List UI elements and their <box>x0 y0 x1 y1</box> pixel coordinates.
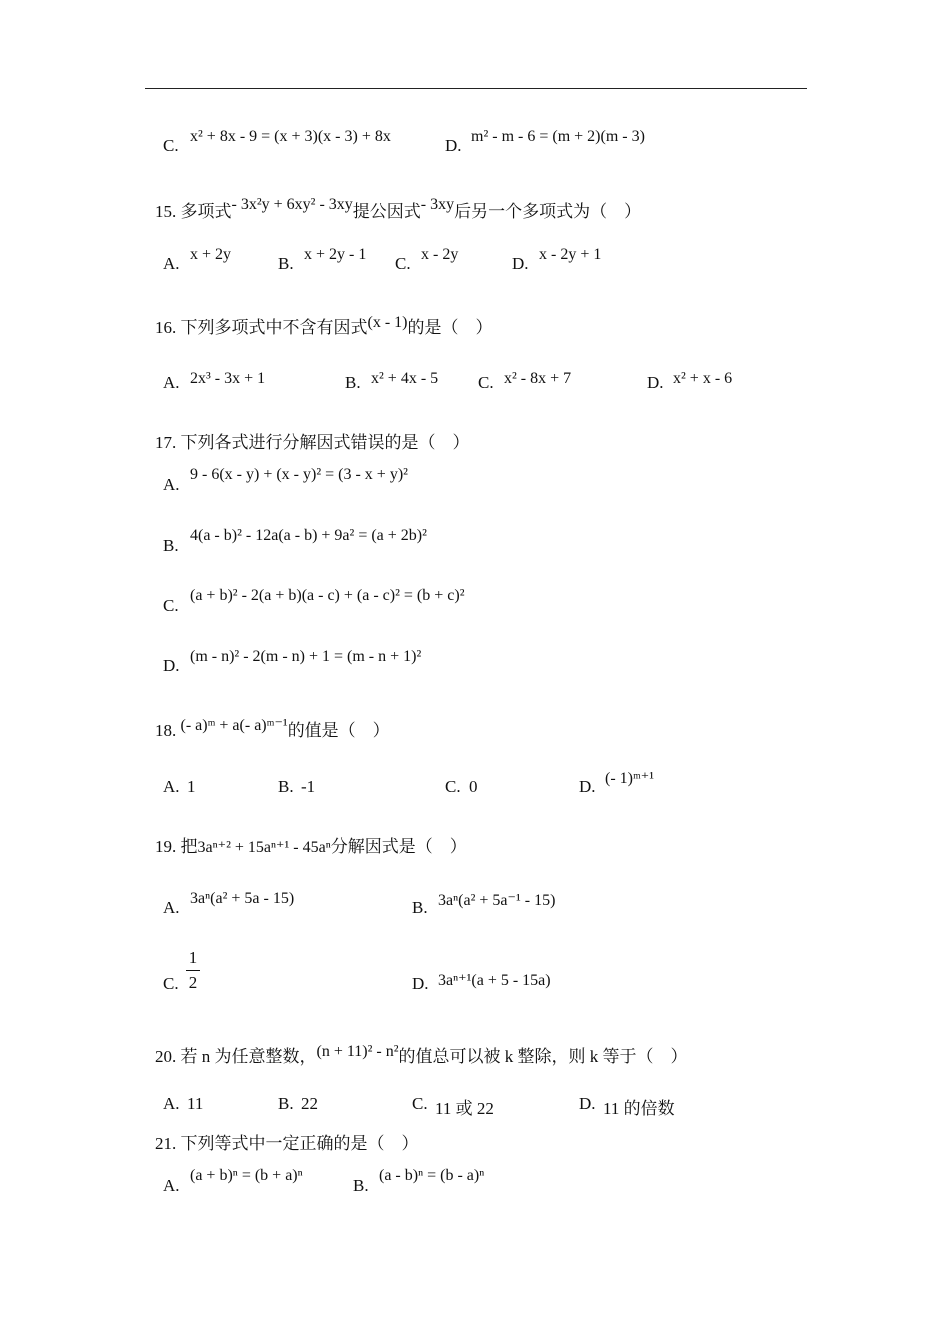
q19-text-a: 把 <box>180 837 198 856</box>
q15-option-b-expr: x + 2y - 1 <box>304 246 367 263</box>
q19-option-b-label: B. <box>412 898 428 917</box>
q19-number: 19. <box>155 837 177 856</box>
q17-stem <box>155 428 470 453</box>
q15-expr-b: - 3xy <box>420 196 455 213</box>
q19-stem <box>155 832 467 857</box>
q20-option-b-label: B. <box>278 1094 294 1113</box>
q19-expr: 3aⁿ⁺² + 15aⁿ⁺¹ - 45aⁿ <box>197 839 331 856</box>
q20-option-a-label: A. <box>163 1094 180 1113</box>
q21-text: 下列等式中一定正确的是（ ） <box>180 1134 419 1153</box>
q21-option-b-label: B. <box>353 1176 369 1195</box>
q16-expr: (x - 1) <box>367 314 408 331</box>
q18-option-d-expr: (- 1)ᵐ⁺¹ <box>605 770 655 787</box>
header-rule <box>145 88 807 89</box>
q20-text-b: 的值总可以被 k 整除，则 k 等于（ ） <box>398 1047 688 1066</box>
q17-option-a-expr: 9 - 6(x - y) + (x - y)² = (3 - x + y)² <box>190 466 408 483</box>
q17-option-a-label: A. <box>163 475 180 494</box>
q18-option-a-label: A. <box>163 777 180 796</box>
q17-number: 17. <box>155 433 177 452</box>
q21-option-a-label: A. <box>163 1176 180 1195</box>
q16-text-b: 的是（ ） <box>407 318 493 337</box>
q20-option-d-label: D. <box>579 1094 596 1113</box>
q15-option-a-expr: x + 2y <box>190 246 232 263</box>
q18-expr: (- a)ᵐ + a(- a)ᵐ⁻¹ <box>180 717 288 734</box>
q19-text-b: 分解因式是（ ） <box>330 837 467 856</box>
q16-option-c-expr: x² - 8x + 7 <box>504 370 572 387</box>
q15-option-d-label: D. <box>512 254 529 273</box>
q18-text: 的值是（ ） <box>287 721 390 740</box>
q14-option-c-label: C. <box>163 136 179 155</box>
q21-option-b-expr: (a - b)ⁿ = (b - a)ⁿ <box>379 1167 485 1184</box>
q20-text-a: 若 n 为任意整数， <box>180 1047 317 1066</box>
q17-option-d-label: D. <box>163 656 180 675</box>
q14-option-c-expr: x² + 8x - 9 = (x + 3)(x - 3) + 8x <box>190 128 391 145</box>
q18-option-c-expr: 0 <box>469 777 478 796</box>
q16-option-d-label: D. <box>647 373 664 392</box>
q20-option-c-label: C. <box>412 1094 428 1113</box>
q16-option-b-expr: x² + 4x - 5 <box>371 370 439 387</box>
fraction-bar <box>186 970 200 971</box>
q18-number: 18. <box>155 721 177 740</box>
q18-stem <box>155 716 390 741</box>
q15-option-b-label: B. <box>278 254 294 273</box>
q19-option-d-label: D. <box>412 974 429 993</box>
q15-option-d-expr: x - 2y + 1 <box>539 246 602 263</box>
q19-option-c-denominator: 2 <box>188 973 198 992</box>
q15-expr-a: - 3x²y + 6xy² - 3xy <box>231 196 353 213</box>
q15-number: 15. <box>155 202 177 221</box>
q15-option-c-label: C. <box>395 254 411 273</box>
q17-option-b-expr: 4(a - b)² - 12a(a - b) + 9a² = (a + 2b)² <box>190 527 427 544</box>
q20-option-c-expr: 11 或 22 <box>435 1099 494 1118</box>
q15-option-c-expr: x - 2y <box>421 246 459 263</box>
q20-number: 20. <box>155 1047 177 1066</box>
q16-number: 16. <box>155 318 177 337</box>
q19-option-a-label: A. <box>163 898 180 917</box>
q16-stem <box>155 313 492 338</box>
q20-option-a-expr: 11 <box>187 1094 204 1113</box>
q18-option-b-label: B. <box>278 777 294 796</box>
q19-option-a-expr: 3aⁿ(a² + 5a - 15) <box>190 890 295 907</box>
q16-option-a-label: A. <box>163 373 180 392</box>
q17-text: 下列各式进行分解因式错误的是（ ） <box>180 433 470 452</box>
q17-option-c-expr: (a + b)² - 2(a + b)(a - c) + (a - c)² = (b + c)² <box>190 587 465 604</box>
q17-option-c-label: C. <box>163 596 179 615</box>
q19-option-c-fraction <box>186 948 200 993</box>
q16-text-a: 下列多项式中不含有因式 <box>180 318 368 337</box>
q16-option-a-expr: 2x³ - 3x + 1 <box>190 370 266 387</box>
q19-option-c-numerator: 1 <box>188 948 198 967</box>
q17-option-d-expr: (m - n)² - 2(m - n) + 1 = (m - n + 1)² <box>190 648 422 665</box>
q15-text-b: 提公因式 <box>352 202 421 221</box>
q16-option-d-expr: x² + x - 6 <box>673 370 733 387</box>
q19-option-b-expr: 3aⁿ(a² + 5a⁻¹ - 15) <box>438 892 556 909</box>
q18-option-b-expr: -1 <box>301 777 316 796</box>
q16-option-b-label: B. <box>345 373 361 392</box>
q21-stem <box>155 1129 419 1154</box>
q18-option-d-label: D. <box>579 777 596 796</box>
q20-stem <box>155 1042 688 1067</box>
q15-option-a-label: A. <box>163 254 180 273</box>
q19-option-c-label: C. <box>163 974 179 993</box>
q15-stem <box>155 197 641 222</box>
q16-option-c-label: C. <box>478 373 494 392</box>
q20-option-d-expr: 11 的倍数 <box>603 1099 675 1118</box>
q19-option-d-expr: 3aⁿ⁺¹(a + 5 - 15a) <box>438 972 551 989</box>
q21-option-a-expr: (a + b)ⁿ = (b + a)ⁿ <box>190 1167 303 1184</box>
q15-text-a: 多项式 <box>180 202 232 221</box>
q17-option-b-label: B. <box>163 536 179 555</box>
q18-option-c-label: C. <box>445 777 461 796</box>
q21-number: 21. <box>155 1134 177 1153</box>
q14-option-d-expr: m² - m - 6 = (m + 2)(m - 3) <box>471 128 645 145</box>
q18-option-a-expr: 1 <box>187 777 196 796</box>
q20-expr: (n + 11)² - n² <box>316 1043 399 1060</box>
q20-option-b-expr: 22 <box>301 1094 318 1113</box>
q15-text-c: 后另一个多项式为（ ） <box>454 202 642 221</box>
q14-option-d-label: D. <box>445 136 462 155</box>
